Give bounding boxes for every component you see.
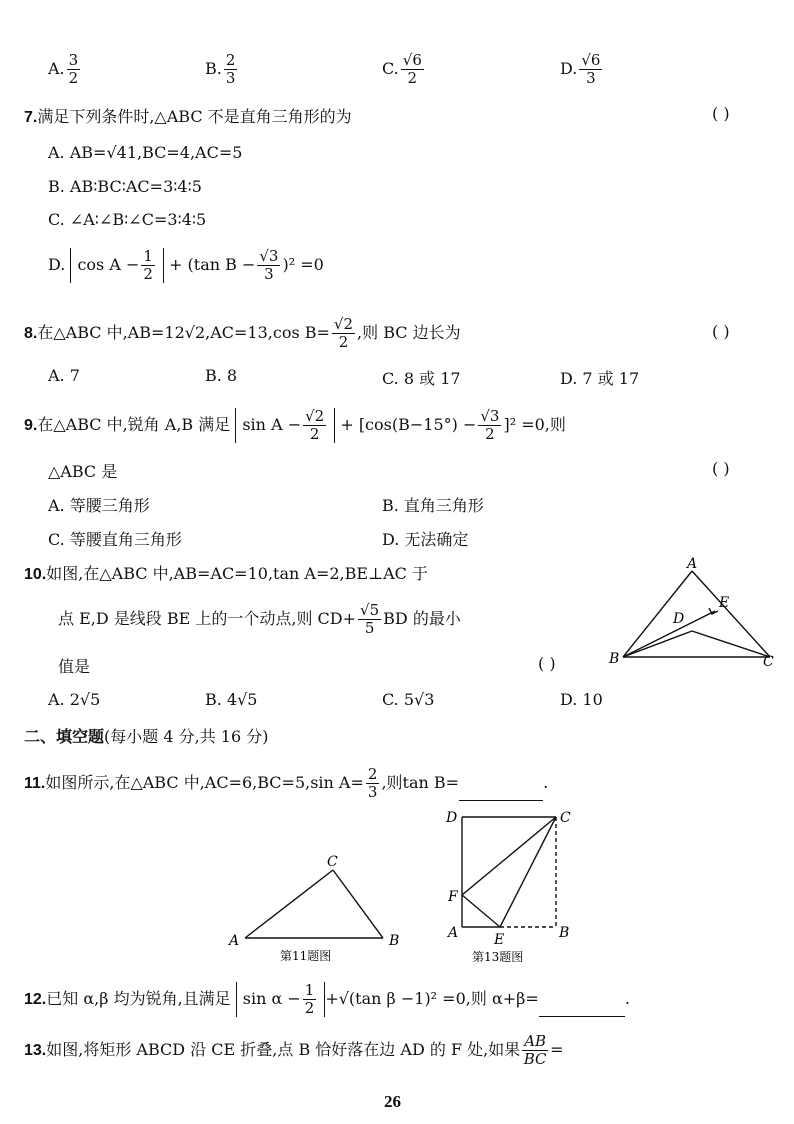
- q6-option-b: B. $\frac{2}{3}$: [205, 51, 236, 87]
- q8-stem: 8.在△ABC 中,AB=12√2,AC=13,cos B= $\frac{√2}{2}$ ,则 BC 边长为: [24, 315, 461, 351]
- q13-figure: [440, 805, 580, 970]
- q6-option-a: A. $\frac{3}{2}$: [48, 51, 79, 87]
- q13-label-d: D: [446, 810, 458, 826]
- q11-stem: 11.如图所示,在△ABC 中,AC=6,BC=5,sin A= $\frac{2}{3}$ ,则tan B= .: [24, 765, 549, 801]
- q12-stem: 12.已知 α,β 均为锐角,且满足 sin α − $\frac{1}{2}$ +√(tan β −1)² =0,则 α+β= .: [24, 981, 630, 1017]
- q10-stem-line1: 10.如图,在△ABC 中,AB=AC=10,tan A=2,BE⊥AC 于: [24, 564, 428, 583]
- q6-option-c: C. $\frac{√6}{2}$: [382, 51, 422, 87]
- q13-label-a: A: [448, 925, 459, 941]
- q10-label-a: A: [687, 556, 698, 572]
- q9-option-b: B. 直角三角形: [382, 496, 484, 515]
- q8-option-d: D. 7 或 17: [560, 369, 640, 388]
- q10-label-e: E: [719, 595, 730, 611]
- q11-label-a: A: [229, 933, 240, 949]
- q10-label-b: B: [609, 651, 620, 667]
- q7-option-b: B. AB∶BC∶AC=3∶4∶5: [48, 177, 202, 196]
- q13-label-e: E: [494, 932, 505, 948]
- section-heading: 二、填空题(每小题 4 分,共 16 分): [24, 727, 269, 746]
- q8-option-a: A. 7: [48, 366, 80, 385]
- q13-label-c: C: [560, 810, 571, 826]
- q8-answer-paren: ( ): [712, 322, 730, 341]
- q10-option-a: A. 2√5: [48, 690, 101, 709]
- q13-figure-caption: 第13题图: [472, 950, 524, 964]
- q10-option-c: C. 5√3: [382, 690, 435, 709]
- q11-label-c: C: [327, 854, 338, 870]
- q10-stem-line2: 点 E,D 是线段 BE 上的一个动点,则 CD+ $\frac{√5}{5}$ BD 的最小: [58, 601, 461, 637]
- q7-option-d: D. cos A − $\frac{1}{2}$ + (tan B − $\frac{√3}{3}$ )² =0: [48, 247, 324, 283]
- q12-answer-blank[interactable]: [539, 1000, 625, 1017]
- q9-stem: 9.在△ABC 中,锐角 A,B 满足 sin A − $\frac{√2}{2}$ + [cos(B−15°) − $\frac{√3}{2}$ ]² =0,则: [24, 407, 566, 443]
- q10-stem-line3: 值是: [58, 657, 91, 676]
- q11-figure-caption: 第11题图: [280, 949, 332, 963]
- q9-answer-paren: ( ): [712, 459, 730, 478]
- q13-stem: 13.如图,将矩形 ABCD 沿 CE 折叠,点 B 恰好落在边 AD 的 F 处,如果 $\frac{AB}{BC}$ =: [24, 1032, 564, 1068]
- q6-option-d: D. $\frac{√6}{3}$: [560, 51, 601, 87]
- q10-label-d: D: [673, 611, 685, 627]
- q9-option-a: A. 等腰三角形: [48, 496, 150, 515]
- q11-label-b: B: [389, 933, 400, 949]
- q8-option-b: B. 8: [205, 366, 238, 385]
- q9-option-c: C. 等腰直角三角形: [48, 530, 182, 549]
- q10-label-c: C: [763, 654, 774, 670]
- q10-answer-paren: ( ): [538, 654, 556, 673]
- q11-figure: [225, 850, 415, 970]
- q11-answer-blank[interactable]: [459, 784, 543, 801]
- q10-option-b: B. 4√5: [205, 690, 258, 709]
- q13-label-b: B: [559, 925, 570, 941]
- q7-option-c: C. ∠A∶∠B∶∠C=3∶4∶5: [48, 210, 207, 229]
- q7-option-a: A. AB=√41,BC=4,AC=5: [48, 143, 243, 162]
- q7-stem: 7.满足下列条件时,△ABC 不是直角三角形的为: [24, 107, 352, 126]
- q9-stem-cont: △ABC 是: [48, 462, 118, 481]
- q13-label-f: F: [448, 889, 458, 905]
- q9-option-d: D. 无法确定: [382, 530, 469, 549]
- q7-answer-paren: ( ): [712, 104, 730, 123]
- q10-option-d: D. 10: [560, 690, 603, 709]
- q10-figure: [605, 555, 785, 675]
- page-number: 26: [384, 1092, 401, 1111]
- q8-option-c: C. 8 或 17: [382, 369, 461, 388]
